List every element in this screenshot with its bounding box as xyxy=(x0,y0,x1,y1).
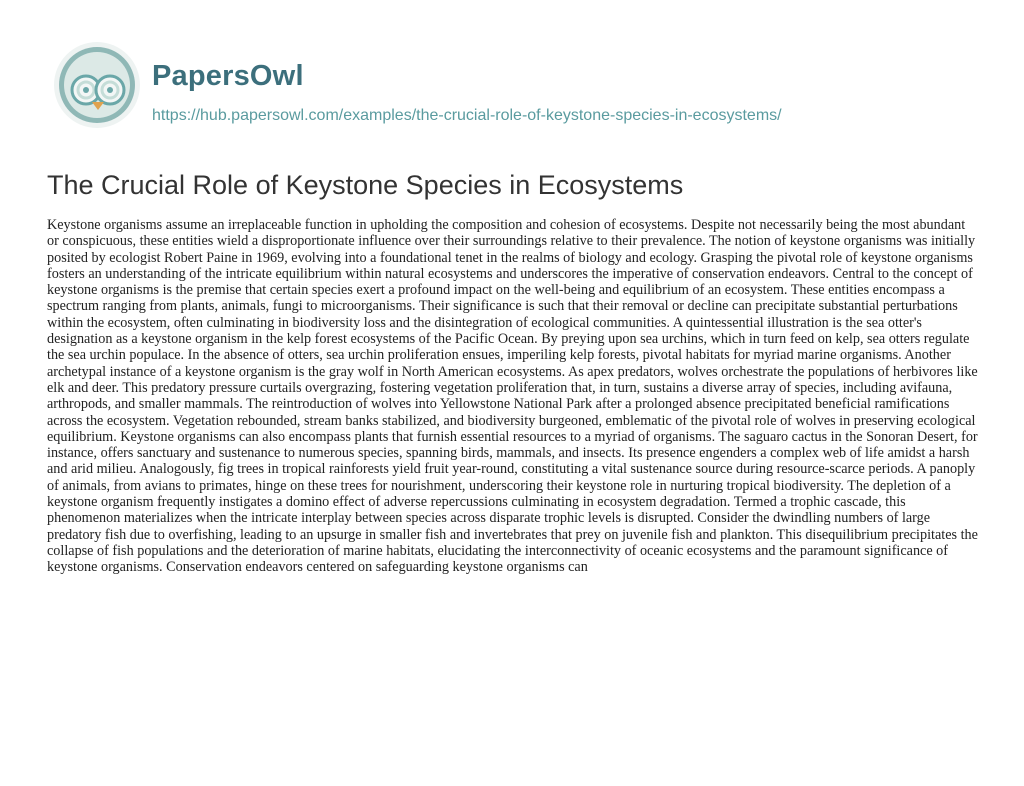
owl-eyes-logo-icon xyxy=(52,40,142,130)
source-url[interactable]: https://hub.papersowl.com/examples/the-crucial-role-of-keystone-species-in-ecosystems/ xyxy=(152,107,782,124)
header xyxy=(52,40,972,140)
brand-name: PapersOwl xyxy=(152,60,304,92)
page-title: The Crucial Role of Keystone Species in Ecosystems xyxy=(47,170,684,200)
article-body: Keystone organisms assume an irreplaceable function in upholding the composition and cohesion of ecosystems. Despite not necessarily being the most abundant or conspicuous, these entities wield a disproportionate influence over their surroundings relative to their prevalence. The notion of keystone organisms was initially posited by ecologist Robert Paine in 1969, evolving into a foundational tenet in the realms of biology and ecology. Grasping the pivotal role of keystone organisms fosters an understanding of the intricate equilibrium within natural ecosystems and underscores the imperative of conservation endeavors. Central to the concept of keystone organisms is the premise that certain species exert a profound impact on the well-being and equilibrium of an ecosystem. These entities encompass a spectrum ranging from plants, animals, fungi to microorganisms. Their significance is such that their removal or decline can precipitate substantial perturbations within the ecosystem, often culminating in biodiversity loss and the disintegration of ecological communities. A quintessential illustration is the sea otter's designation as a keystone organism in the kelp forest ecosystems of the Pacific Ocean. By preying upon sea urchins, which in turn feed on kelp, sea otters regulate the sea urchin populace. In the absence of otters, sea urchin proliferation ensues, imperiling kelp forests, pivotal habitats for myriad marine organisms. Another archetypal instance of a keystone organism is the gray wolf in North American ecosystems. As apex predators, wolves orchestrate the populations of herbivores like elk and deer. This predatory pressure curtails overgrazing, fostering vegetation proliferation that, in turn, sustains a diverse array of species, including avifauna, arthropods, and smaller mammals. The reintroduction of wolves into Yellowstone National Park after a prolonged absence precipitated beneficial ramifications across the ecosystem. Vegetation rebounded, stream banks stabilized, and biodiversity burgeoned, emblematic of the pivotal role of wolves in preserving ecological equilibrium. Keystone organisms can also encompass plants that furnish essential resources to a myriad of organisms. The saguaro cactus in the Sonoran Desert, for instance, offers sanctuary and sustenance to numerous species, spanning birds, mammals, and insects. Its presence engenders a complex web of life amidst a harsh and arid milieu. Analogously, fig trees in tropical rainforests yield fruit year-round, constituting a vital sustenance source during resource-scarce periods. A panoply of animals, from avians to primates, hinge on these trees for nourishment, underscoring their keystone role in nurturing tropical biodiversity. The depletion of a keystone organism frequently instigates a domino effect of adverse repercussions culminating in ecosystem degradation. Termed a trophic cascade, this phenomenon materializes when the intricate interplay between species across disparate trophic levels is disrupted. Consider the dwindling numbers of large predatory fish due to overfishing, leading to an upsurge in smaller fish and invertebrates that prey on juvenile fish and plankton. This disequilibrium precipitates the collapse of fish populations and the deterioration of marine habitats, elucidating the interconnectivity of oceanic ecosystems and the paramount significance of keystone organisms. Conservation endeavors centered on safeguarding keystone organisms can xyxy=(47,217,978,576)
